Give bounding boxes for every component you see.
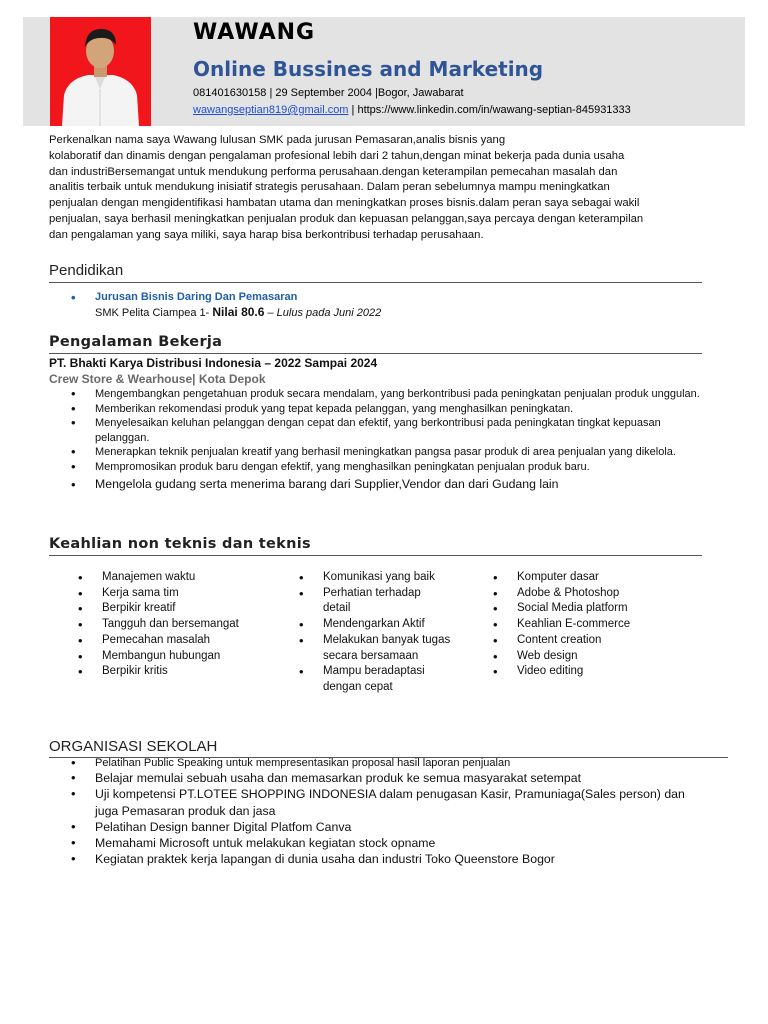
summary-line: penjualan dengan mengidentifikasi hambatan utama dan meningkatkan proses bisnis.dalam peran saya sebagai wakil xyxy=(49,197,640,210)
candidate-role: Online Bussines and Marketing xyxy=(193,57,544,81)
contact-line: 081401630158 | 29 September 2004 |Bogor, Jawabarat xyxy=(193,87,464,99)
experience-company: PT. Bhakti Karya Distribusi Indonesia – 2022 Sampai 2024 xyxy=(49,356,378,370)
skill-item: • Perhatian terhadap detail xyxy=(270,586,423,617)
education-divider xyxy=(49,282,702,283)
skill-item: • Content creation xyxy=(464,633,684,649)
skill-item: • Social Media platform xyxy=(464,601,684,617)
profile-photo-figure xyxy=(50,17,151,126)
organization-item: • Memahami Microsoft untuk melakukan kegiatan stock opname xyxy=(49,835,709,851)
skills-column-1 xyxy=(49,570,249,680)
skill-item: • Komputer dasar xyxy=(464,570,684,586)
organization-list xyxy=(49,756,709,868)
duty-item: • Mengembangkan pengetahuan produk secara mendalam, yang berkontribusi pada peningkatan penjualan produk unggulan. xyxy=(49,387,709,402)
profile-summary xyxy=(49,133,709,244)
organization-item: • Belajar memulai sebuah usaha dan memasarkan produk ke semua masyarakat setempat xyxy=(49,770,709,786)
skill-item: • Adobe & Photoshop xyxy=(464,586,684,602)
skill-item: • Berpikir kritis xyxy=(49,664,249,680)
duty-item: • Mengelola gudang serta menerima barang dari Supplier,Vendor dan dari Gudang lain xyxy=(49,476,709,493)
skills-heading: Keahlian non teknis dan teknis xyxy=(49,536,311,552)
education-school: SMK Pelita Ciampea 1- xyxy=(95,307,213,319)
education-grade: Nilai 80.6 xyxy=(212,305,265,319)
skills-column-2 xyxy=(270,570,470,696)
skill-item: • Membangun hubungan xyxy=(49,649,249,665)
experience-divider xyxy=(49,353,702,354)
skill-item: • Video editing xyxy=(464,664,684,680)
experience-store: Crew Store & Wearhouse| Kota Depok xyxy=(49,372,266,386)
candidate-name: WAWANG xyxy=(193,20,316,45)
linkedin-link[interactable]: | https://www.linkedin.com/in/wawang-septian-845931333 xyxy=(348,104,631,116)
skill-item: • Tangguh dan bersemangat xyxy=(49,617,249,633)
summary-line: Perkenalkan nama saya Wawang lulusan SMK pada jurusan Pemasaran,analis bisnis yang xyxy=(49,134,506,146)
skill-item: • Melakukan banyak tugas secara bersamaan xyxy=(270,633,463,664)
duty-item: • Memberikan rekomendasi produk yang tepat kepada pelanggan, yang menghasilkan peningkatan. xyxy=(49,402,709,417)
education-graduated: – Lulus pada Juni 2022 xyxy=(264,307,382,319)
contact-links xyxy=(193,104,631,116)
duty-item: • Mempromosikan produk baru dengan efektif, yang menghasilkan peningkatan penjualan produk baru. xyxy=(49,460,709,475)
summary-line: dan pengalaman yang saya miliki, saya harap bisa berkontribusi terhadap perusahaan. xyxy=(49,228,484,241)
experience-heading: Pengalaman Bekerja xyxy=(49,334,223,350)
organization-item: • Pelatihan Design banner Digital Platfom Canva xyxy=(49,819,709,835)
skills-column-3 xyxy=(464,570,684,680)
skills-divider xyxy=(49,555,702,556)
organization-item: • Uji kompetensi PT.LOTEE SHOPPING INDONESIA dalam penugasan Kasir, Pramuniaga(Sales person) dan juga Pemasaran produk dan jasa xyxy=(49,786,705,819)
organization-heading: ORGANISASI SEKOLAH xyxy=(49,738,218,755)
duty-item: • Menerapkan teknik penjualan kreatif yang berhasil meningkatkan pangsa pasar produk di area penjualan yang dikelola. xyxy=(49,445,709,460)
skill-item: • Keahlian E-commerce xyxy=(464,617,684,633)
education-entry xyxy=(49,290,381,321)
duty-item: • Menyelesaikan keluhan pelanggan dengan cepat dan efektif, yang berkontribusi pada peningkatan tingkat kepuasan pelanggan. xyxy=(49,416,709,445)
profile-photo xyxy=(50,17,151,126)
experience-duties xyxy=(49,387,709,493)
skill-item: • Komunikasi yang baik xyxy=(270,570,470,586)
skill-item: • Manajemen waktu xyxy=(49,570,249,586)
education-heading: Pendidikan xyxy=(49,262,124,279)
summary-line: analitis terbaik untuk mendukung inisiatif strategis perusahaan. Dalam peran sebelumnya mampu meningkatkan xyxy=(49,181,610,194)
skill-item: • Berpikir kreatif xyxy=(49,601,249,617)
education-school-line xyxy=(49,305,381,321)
skill-item: • Web design xyxy=(464,649,684,665)
summary-line: kolaboratif dan dinamis dengan pengalaman profesional lebih dari 2 tahun,dengan minat bekerja pada dunia usaha xyxy=(49,149,625,162)
education-major: • Jurusan Bisnis Daring Dan Pemasaran xyxy=(49,290,381,305)
skill-item: • Pemecahan masalah xyxy=(49,633,249,649)
summary-line: penjualan, saya berhasil meningkatkan penjualan produk dan kepuasan pelanggan,saya percaya dengan keterampilan xyxy=(49,212,644,225)
email-link[interactable]: wawangseptian819@gmail.com xyxy=(193,104,349,116)
skill-item: • Mendengarkan Aktif xyxy=(270,617,470,633)
summary-line: dan industriBersemangat untuk mendukung performa perusahaan.dengan keterampilan pemecahan masalah dan xyxy=(49,165,618,178)
skill-item: • Kerja sama tim xyxy=(49,586,249,602)
organization-item: • Pelatihan Public Speaking untuk mempresentasikan proposal hasil laporan penjualan xyxy=(49,756,709,770)
organization-item: • Kegiatan praktek kerja lapangan di dunia usaha dan industri Toko Queenstore Bogor xyxy=(49,851,709,867)
skill-item: • Mampu beradaptasi dengan cepat xyxy=(270,664,443,695)
